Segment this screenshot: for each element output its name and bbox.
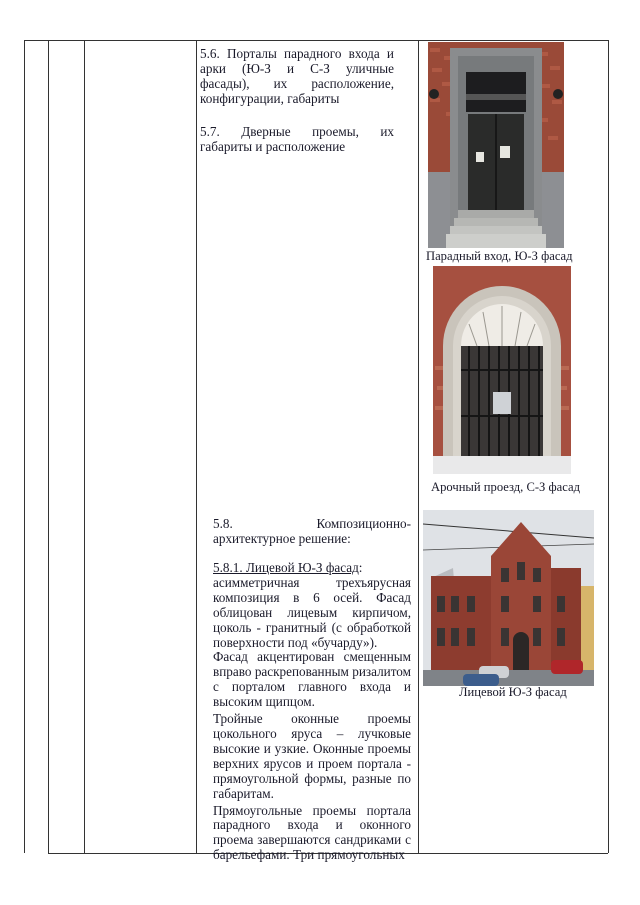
- photo-caption: Парадный вход, Ю-З фасад: [426, 249, 573, 263]
- section-5-7-text: 5.7. Дверные проемы, их габариты и расположение: [200, 124, 394, 154]
- section-5-8-1-paragraph: Прямоугольные проемы портала парадного входа и оконного проема завершаются сандриками с барельефами. Три прямоугольных: [213, 802, 411, 863]
- arch-passage-photo: [433, 266, 571, 474]
- photo-caption: Арочный проезд, С-З фасад: [431, 480, 581, 494]
- table-column-divider: [418, 40, 419, 853]
- section-5-8-1: [213, 561, 411, 863]
- table-column-divider: [48, 40, 49, 853]
- section-5-8-1-paragraph: асимметричная трехъярусная композиция в 6 осей. Фасад облицован лицевым кирпичом, цоколь - гранитный (с обработкой поверхности под «бучарду»).: [213, 574, 411, 650]
- table-column-divider: [24, 40, 25, 853]
- section-5-8-1-label: 5.8.1. Лицевой Ю-З фасад: [213, 560, 359, 575]
- photo-caption: Лицевой Ю-З фасад: [459, 685, 567, 699]
- table-top-border: [24, 40, 608, 41]
- table-column-divider: [608, 40, 609, 853]
- section-5-8-1-paragraph: Фасад акцентирован смещенным вправо раскрепованным ризалитом с порталом главного входа и высоким щипцом.: [213, 649, 411, 710]
- table-column-divider: [196, 40, 197, 853]
- section-5-6-text: 5.6. Порталы парадного входа и арки (Ю-З и С-З уличные фасады), их расположение, конфигурации, габариты: [200, 46, 394, 106]
- table-column-divider: [84, 40, 85, 853]
- building-facade-photo: [423, 510, 594, 686]
- section-5-8-1-colon: :: [358, 560, 363, 575]
- entrance-portal-photo: [428, 42, 564, 248]
- section-5-8-1-paragraph: Тройные оконные проемы цокольного яруса – лучковые высокие и узкие. Оконные проемы верхних ярусов и проем портала - прямоугольной формы, разные по габаритам.: [213, 711, 411, 801]
- section-5-8-text: 5.8. Композиционно-архитектурное решение:: [213, 516, 411, 546]
